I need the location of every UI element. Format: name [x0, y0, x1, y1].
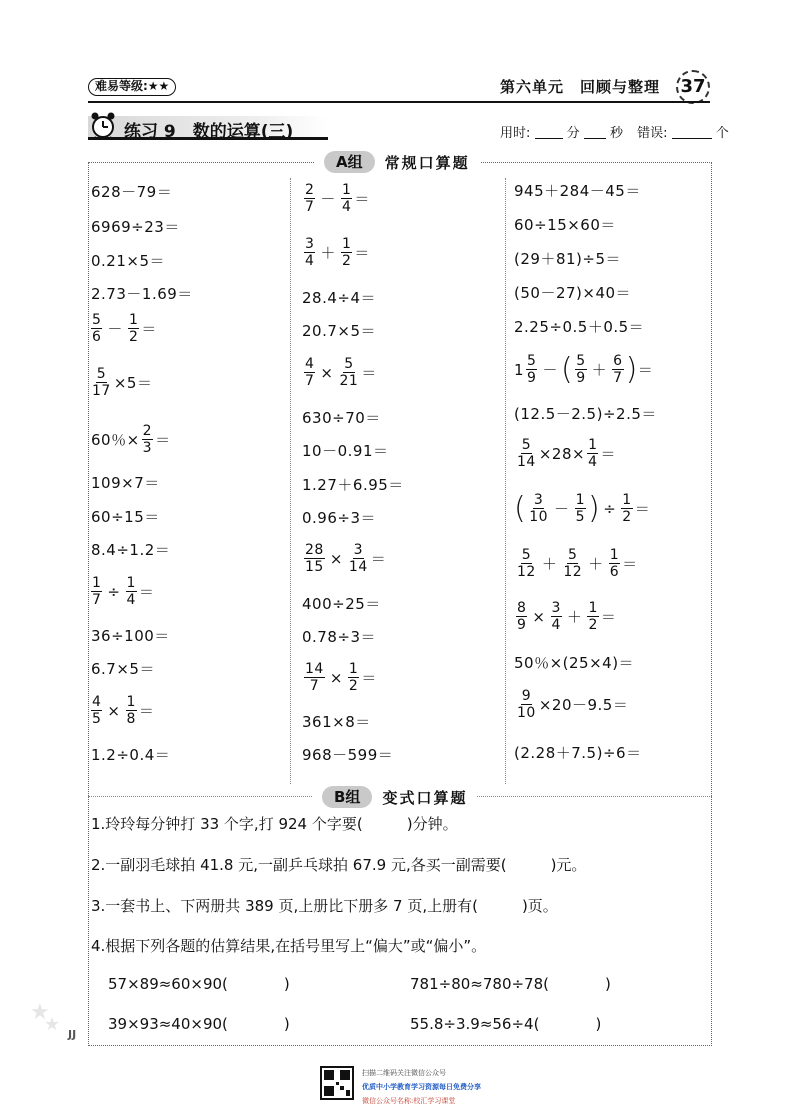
footer-line-2: 微信公众号名称:校汇学习课堂 — [362, 1097, 456, 1105]
left-paren: ( — [560, 351, 574, 387]
fraction: $\frac{14}{7}$ — [305, 661, 324, 694]
fraction: $\frac{5}{9}$ — [576, 353, 586, 386]
fraction: $\frac{28}{15}$ — [305, 542, 324, 575]
expression: 6969÷23＝ — [91, 218, 180, 236]
expression: 60÷15×60＝ — [514, 216, 616, 234]
errors-blank[interactable] — [672, 125, 712, 139]
header-rule — [88, 101, 710, 103]
fraction: $\frac{4}{5}$ — [92, 694, 102, 727]
right-paren: ) — [625, 351, 638, 387]
question-4: 4.根据下列各题的估算结果,在括号里写上“偏大”或“偏小”。 — [91, 937, 487, 955]
qr-code-icon — [320, 1066, 354, 1100]
expression: 0.21×5＝ — [91, 252, 166, 270]
expression: 630÷70＝ — [302, 409, 381, 427]
group-b-title: 变式口算题 — [382, 788, 468, 807]
question-3: 3.一套书上、下两册共 389 页,上册比下册多 7 页,上册有( )页。 — [91, 897, 558, 915]
fraction-expression: $\frac{5}{6}$ － $\frac{1}{2}$ ＝ — [92, 312, 157, 345]
right-paren: ) — [587, 490, 601, 526]
fraction: $\frac{1}{4}$ — [126, 575, 136, 608]
unit-title: 第六单元 回顾与整理 — [500, 78, 661, 96]
difficulty-badge: 难易等级:★★ — [88, 78, 176, 96]
expression: 6.7×5＝ — [91, 660, 155, 678]
fraction-expression: ( $\frac{3}{10}$ － $\frac{1}{5}$ ) ÷ $\frac{1}{2}$ ＝ — [514, 490, 651, 526]
star-icon: ★ — [30, 1000, 50, 1025]
expression: 400÷25＝ — [302, 595, 381, 613]
expression: 60÷15＝ — [91, 508, 160, 526]
expression: (2.28＋7.5)÷6＝ — [514, 744, 642, 762]
fraction: $\frac{1}{2}$ — [128, 312, 139, 345]
fraction: $\frac{1}{2}$ — [588, 600, 598, 633]
fraction: $\frac{5}{12}$ — [517, 547, 536, 580]
footer-line-1: 优质中小学教育学习资源每日免费分享 — [362, 1083, 481, 1091]
expression: 10－0.91＝ — [302, 442, 389, 460]
expression: 109×7＝ — [91, 474, 160, 492]
estimate-item: 781÷80≈780÷78( ) — [410, 975, 611, 993]
fraction: $\frac{5}{9}$ — [527, 353, 537, 386]
expression: 968－599＝ — [302, 746, 394, 764]
expression: (50－27)×40＝ — [514, 284, 632, 302]
fraction: $\frac{3}{14}$ — [348, 542, 368, 575]
fraction: $\frac{1}{4}$ — [341, 182, 352, 215]
fraction: $\frac{8}{9}$ — [517, 600, 527, 633]
fraction: $\frac{3}{4}$ — [551, 600, 561, 633]
expression: (12.5－2.5)÷2.5＝ — [514, 405, 657, 423]
fraction: $\frac{5}{21}$ — [339, 356, 359, 389]
scan-text: 扫描二维码关注微信公众号 — [362, 1069, 446, 1077]
fraction-expression: $\frac{14}{7}$ × $\frac{1}{2}$ ＝ — [305, 661, 377, 694]
fraction: $\frac{9}{10}$ — [517, 688, 536, 721]
second-label: 秒 — [609, 126, 623, 141]
error-label: 错误: — [637, 126, 668, 141]
expression: 2.25÷0.5＋0.5＝ — [514, 318, 645, 336]
fraction: $\frac{3}{4}$ — [305, 236, 315, 269]
time-label: 用时: — [500, 126, 531, 141]
star-icon: ★ — [44, 1014, 61, 1035]
expression: 50％×(25×4)＝ — [514, 654, 635, 672]
expression: 2.73－1.69＝ — [91, 285, 193, 303]
estimate-item: 55.8÷3.9≈56÷4( ) — [410, 1015, 602, 1033]
group-a-heading — [314, 149, 480, 175]
fraction-expression: $\frac{5}{17}$ ×5＝ — [92, 366, 153, 399]
fraction: $\frac{1}{7}$ — [92, 575, 102, 608]
fraction-expression: $\frac{9}{10}$ ×20－9.5＝ — [517, 688, 629, 721]
expression: (29＋81)÷5＝ — [514, 250, 621, 268]
expression: 0.78÷3＝ — [302, 628, 377, 646]
fraction-expression: 1 $\frac{5}{9}$ － ( $\frac{5}{9}$ ＋ $\frac{6}{7}$ ) ＝ — [514, 351, 654, 387]
expression: 945＋284－45＝ — [514, 182, 641, 200]
question-1: 1.玲玲每分钟打 33 个字,打 924 个字要( )分钟。 — [91, 815, 458, 833]
estimate-item: 39×93≈40×90( ) — [108, 1015, 290, 1033]
fraction-expression: $\frac{1}{7}$ ÷ $\frac{1}{4}$ ＝ — [92, 575, 155, 608]
group-b-badge: B组 — [322, 786, 372, 808]
estimate-item: 57×89≈60×90( ) — [108, 975, 290, 993]
fraction: $\frac{4}{7}$ — [305, 356, 315, 389]
expression: 1.27＋6.95＝ — [302, 476, 404, 494]
fraction: $\frac{5}{17}$ — [92, 366, 111, 399]
minute-label: 分 — [566, 126, 580, 141]
fraction: $\frac{5}{12}$ — [563, 547, 583, 580]
fraction: $\frac{1}{6}$ — [609, 547, 620, 580]
fraction-expression: $\frac{5}{12}$ ＋ $\frac{5}{12}$ ＋ $\frac{1}{6}$ ＝ — [517, 547, 638, 580]
expression: 361×8＝ — [302, 713, 371, 731]
expression: 1.2÷0.4＝ — [91, 746, 171, 764]
corner-mark: JJ — [68, 1028, 77, 1041]
left-paren: ( — [514, 490, 527, 526]
page-number: 37 — [676, 70, 710, 104]
seconds-blank[interactable] — [584, 125, 606, 139]
fraction: $\frac{5}{14}$ — [517, 437, 536, 470]
question-2: 2.一副羽毛球拍 41.8 元,一副乒乓球拍 67.9 元,各买一副需要( )元。 — [91, 856, 587, 874]
expression: 20.7×5＝ — [302, 322, 377, 340]
fraction: $\frac{5}{6}$ — [92, 312, 102, 345]
fraction-expression: $\frac{8}{9}$ × $\frac{3}{4}$ ＋ $\frac{1}{2}$ ＝ — [517, 600, 617, 633]
expression: 28.4÷4＝ — [302, 289, 377, 307]
fraction: $\frac{6}{7}$ — [613, 353, 623, 386]
alarm-clock-icon — [88, 110, 118, 140]
fraction: $\frac{1}{5}$ — [575, 492, 585, 525]
fraction: $\frac{2}{3}$ — [142, 423, 153, 456]
group-a-badge: A组 — [324, 151, 375, 173]
fraction-expression: $\frac{3}{4}$ ＋ $\frac{1}{2}$ ＝ — [305, 236, 370, 269]
fraction: $\frac{1}{8}$ — [126, 694, 136, 727]
expression: 36÷100＝ — [91, 627, 170, 645]
fraction: $\frac{3}{10}$ — [529, 492, 549, 525]
fraction: $\frac{1}{2}$ — [341, 236, 352, 269]
fraction-expression: 60％× $\frac{2}{3}$ ＝ — [91, 423, 171, 456]
group-b-heading — [312, 784, 477, 810]
column-divider-2 — [505, 178, 506, 784]
expression: 628－79＝ — [91, 183, 173, 201]
expression: 8.4÷1.2＝ — [91, 541, 171, 559]
lesson-title: 练习 9 数的运算(三) — [124, 122, 294, 142]
time-record — [500, 122, 729, 141]
column-divider-1 — [290, 178, 291, 784]
fraction: $\frac{1}{2}$ — [348, 661, 359, 694]
fraction-expression: $\frac{4}{7}$ × $\frac{5}{21}$ ＝ — [305, 356, 377, 389]
fraction-expression: $\frac{2}{7}$ － $\frac{1}{4}$ ＝ — [305, 182, 370, 215]
expression: 0.96÷3＝ — [302, 509, 377, 527]
minutes-blank[interactable] — [535, 125, 563, 139]
group-a-title: 常规口算题 — [384, 153, 470, 172]
count-label: 个 — [715, 126, 729, 141]
fraction: $\frac{1}{4}$ — [588, 437, 598, 470]
fraction: $\frac{2}{7}$ — [305, 182, 315, 215]
fraction: $\frac{1}{2}$ — [622, 492, 632, 525]
fraction-expression: $\frac{5}{14}$ ×28× $\frac{1}{4}$ ＝ — [517, 437, 616, 470]
fraction-expression: $\frac{28}{15}$ × $\frac{3}{14}$ ＝ — [305, 542, 387, 575]
fraction-expression: $\frac{4}{5}$ × $\frac{1}{8}$ ＝ — [92, 694, 155, 727]
